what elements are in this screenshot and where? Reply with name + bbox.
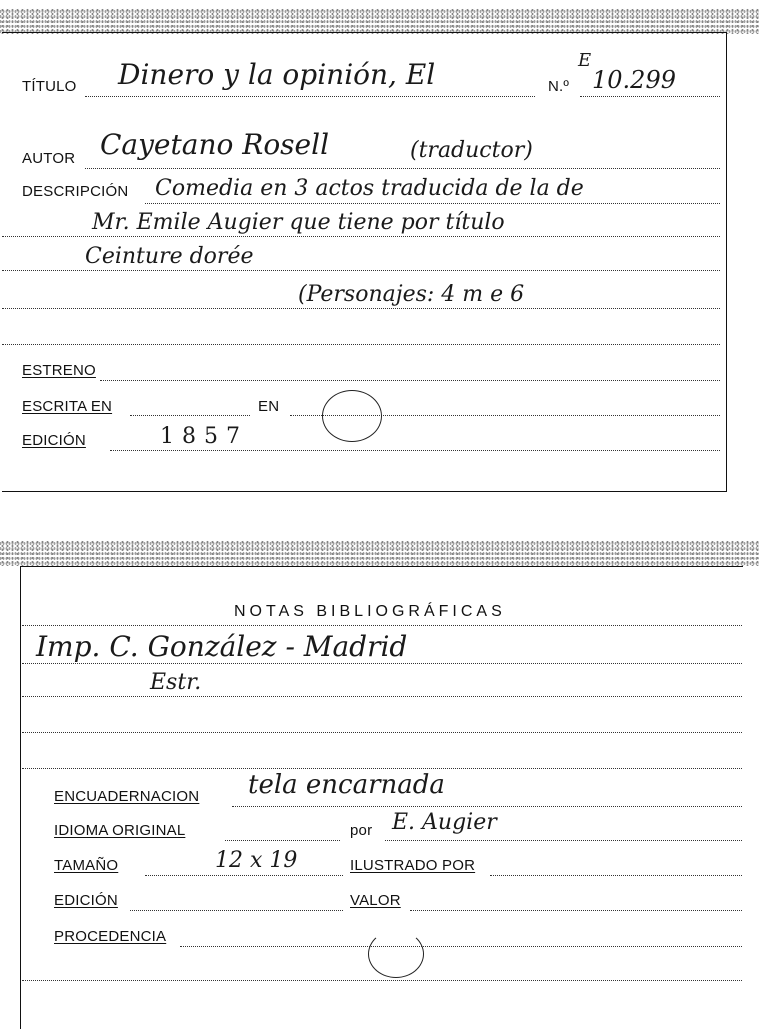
valor-line — [410, 910, 742, 911]
notas-value-2: Estr. — [150, 670, 202, 695]
ilustrado-label: ILUSTRADO POR — [350, 857, 476, 874]
edicion-value: 1857 — [160, 424, 248, 449]
valor-label: VALOR — [350, 892, 401, 909]
escrita-en-line — [130, 415, 250, 416]
encuadernacion-label: ENCUADERNACION — [54, 788, 200, 805]
titulo-line — [85, 96, 535, 97]
idioma-label: IDIOMA ORIGINAL — [54, 822, 186, 839]
descripcion-line-5 — [2, 344, 720, 345]
encuadernacion-value: tela encarnada — [248, 770, 445, 800]
descripcion-value-3: Ceinture dorée — [85, 244, 254, 269]
procedencia-label: PROCEDENCIA — [54, 928, 167, 945]
titulo-value: Dinero y la opinión, El — [118, 58, 436, 91]
notas-line-4 — [22, 732, 742, 733]
tamano-line — [145, 875, 343, 876]
estreno-label: ESTRENO — [22, 362, 96, 379]
en-label: EN — [258, 398, 280, 415]
numero-label: N.º — [548, 78, 570, 95]
notas-line-3 — [22, 696, 742, 697]
notas-line-6 — [22, 980, 742, 981]
notas-value-1: Imp. C. González - Madrid — [36, 630, 408, 663]
estreno-line — [100, 380, 720, 381]
descripcion-label: DESCRIPCIÓN — [22, 183, 129, 200]
catalog-card-2 — [0, 530, 759, 1028]
autor-line — [85, 168, 720, 169]
notas-line-5 — [22, 768, 742, 769]
tamano-label: TAMAÑO — [54, 857, 119, 874]
card-2-scan-noise — [0, 540, 759, 566]
notas-heading: NOTAS BIBLIOGRÁFICAS — [234, 603, 506, 620]
idioma-line — [225, 840, 340, 841]
edicion-2-label: EDICIÓN — [54, 892, 118, 909]
punch-hole-1 — [322, 390, 382, 442]
punch-hole-2 — [368, 930, 424, 978]
procedencia-line — [180, 946, 742, 947]
notas-line-1 — [22, 625, 742, 626]
notas-line-2 — [22, 663, 742, 664]
descripcion-value-1: Comedia en 3 actos traducida de la de — [155, 176, 584, 201]
ilustrado-line — [490, 875, 742, 876]
escrita-en-label: ESCRITA EN — [22, 398, 113, 415]
autor-label: AUTOR — [22, 150, 76, 167]
numero-prefix: E — [578, 50, 592, 71]
numero-line — [580, 96, 720, 97]
encuadernacion-line — [232, 806, 742, 807]
por-value: E. Augier — [392, 810, 497, 835]
autor-role: (traductor) — [410, 138, 533, 163]
autor-value: Cayetano Rosell — [100, 128, 330, 161]
catalog-card-1 — [0, 0, 759, 500]
edicion-line — [110, 450, 720, 451]
descripcion-value-2: Mr. Emile Augier que tiene por título — [92, 210, 505, 235]
tamano-value: 12 x 19 — [215, 848, 298, 873]
numero-value: 10.299 — [592, 66, 676, 94]
descripcion-line-4 — [2, 308, 720, 309]
descripcion-line-1 — [145, 203, 720, 204]
por-label: por — [350, 822, 373, 839]
edicion-label: EDICIÓN — [22, 432, 86, 449]
edicion-2-line — [130, 910, 343, 911]
por-line — [385, 840, 742, 841]
descripcion-line-2 — [2, 236, 720, 237]
titulo-label: TÍTULO — [22, 78, 77, 95]
personajes-value: (Personajes: 4 m e 6 — [298, 282, 525, 307]
descripcion-line-3 — [2, 270, 720, 271]
card-1-scan-noise — [0, 8, 759, 34]
